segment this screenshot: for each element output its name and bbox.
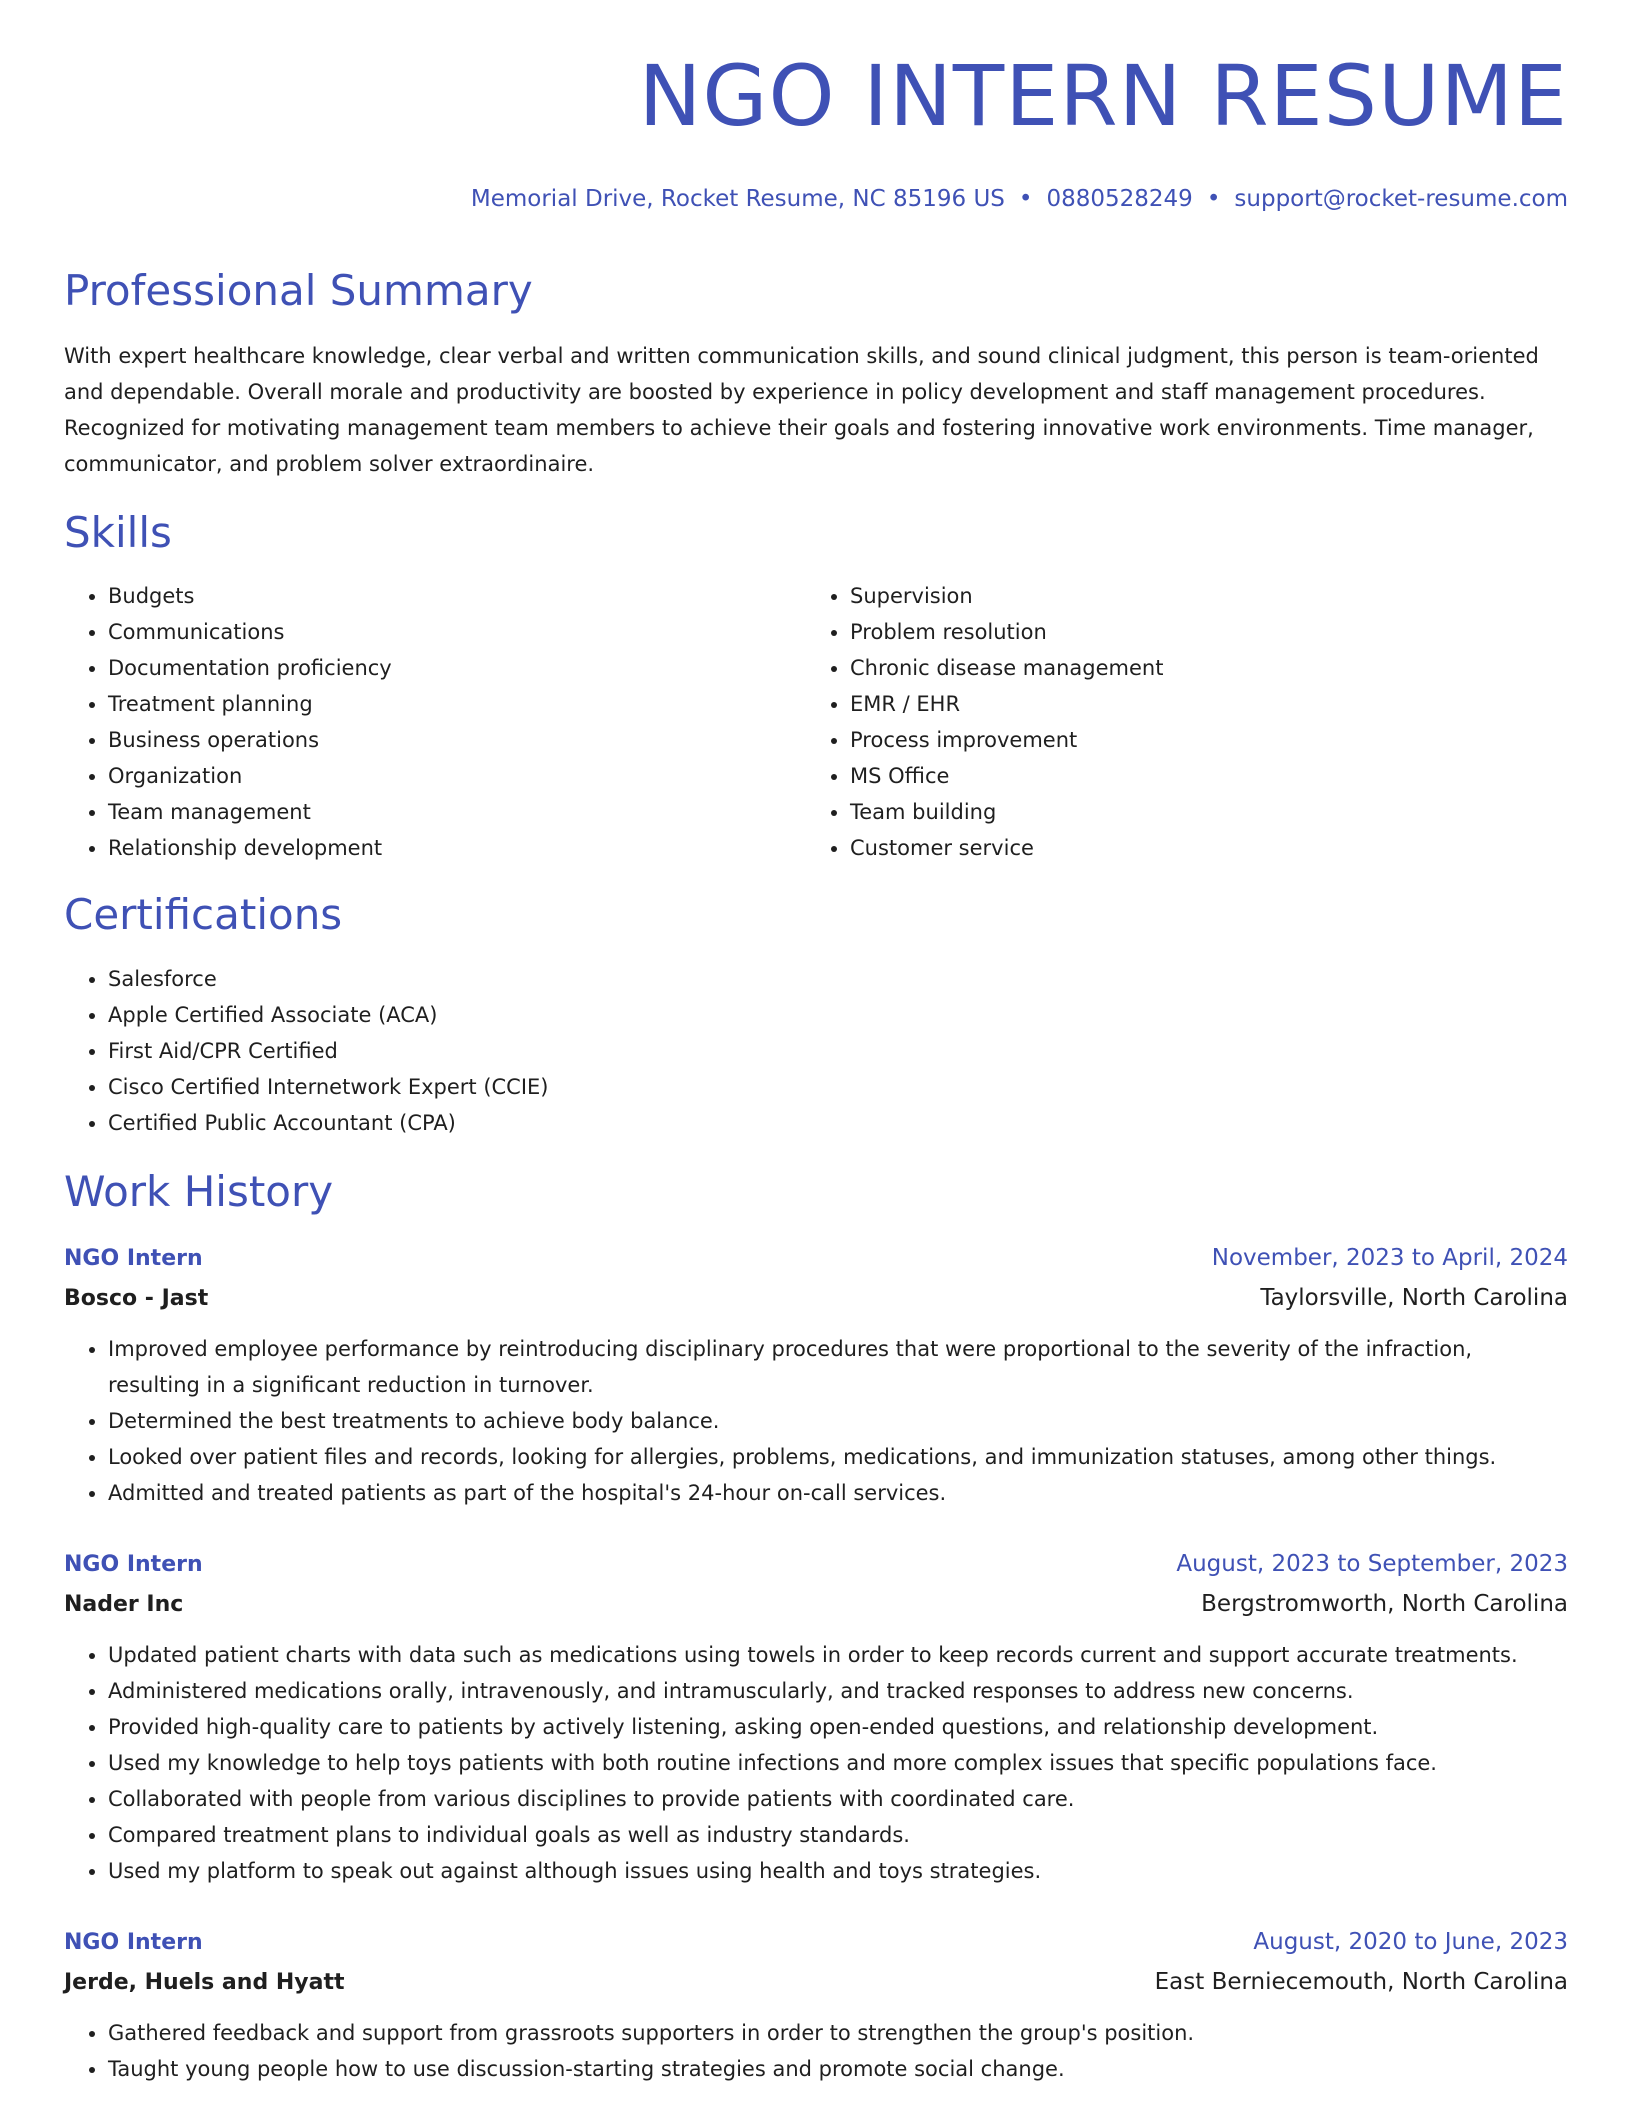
skill-item: • Treatment planning xyxy=(108,686,806,722)
skill-item: • Communications xyxy=(108,614,806,650)
skill-item: • Team management xyxy=(108,794,806,830)
job-location: East Berniecemouth, North Carolina xyxy=(1154,1969,1568,1996)
skill-item: • EMR / EHR xyxy=(850,686,1548,722)
skills-section xyxy=(64,508,1568,866)
job-bullet-list xyxy=(64,1331,1568,1511)
job-company: Nader Inc xyxy=(64,1592,184,1618)
job-bullet: • Used my knowledge to help toys patients with both routine infections and more complex issues that specific populations face. xyxy=(108,1745,1568,1781)
certifications-section xyxy=(64,890,1568,1140)
certification-item: • Cisco Certified Internetwork Expert (CCIE) xyxy=(108,1069,1568,1105)
job-bullet: • Compared treatment plans to individual goals as well as industry standards. xyxy=(108,1817,1568,1853)
contact-email: support@rocket-resume.com xyxy=(1234,186,1568,212)
job-entry xyxy=(64,1545,1568,1889)
contact-separator: • xyxy=(1206,186,1221,212)
summary-text: With expert healthcare knowledge, clear verbal and written communication skills, and sound clinical judgment, this person is team-oriented and dependable. Overall morale and productivity are boosted by experience in policy development and staff management procedures. Recognized for motivating management team members to achieve their goals and fostering innovative work environments. Time manager, communicator, and problem solver extraordinaire. xyxy=(64,343,1539,476)
work-history-heading: Work History xyxy=(64,1166,334,1216)
skills-column-left xyxy=(64,578,806,866)
certification-item: • First Aid/CPR Certified xyxy=(108,1033,1568,1069)
job-company: Bosco - Jast xyxy=(64,1286,209,1312)
job-bullet: • Collaborated with people from various disciplines to provide patients with coordinated care. xyxy=(108,1781,1568,1817)
job-company-row xyxy=(64,1584,1568,1625)
skill-item: • Supervision xyxy=(850,578,1548,614)
job-bullet: • Used my platform to speak out against although issues using health and toys strategies. xyxy=(108,1853,1568,1889)
skill-item: • Team building xyxy=(850,794,1548,830)
job-bullet: • Provided high-quality care to patients by actively listening, asking open-ended questions, and relationship development. xyxy=(108,1709,1568,1745)
job-company-row xyxy=(64,1962,1568,2003)
job-dates: November, 2023 to April, 2024 xyxy=(1211,1245,1568,1272)
skill-item: • Process improvement xyxy=(850,722,1548,758)
certifications-heading: Certifications xyxy=(64,890,343,940)
skills-list-left xyxy=(64,578,806,866)
job-dates: August, 2023 to September, 2023 xyxy=(1176,1551,1568,1578)
skill-item: • Documentation proficiency xyxy=(108,650,806,686)
job-entry xyxy=(64,1923,1568,2087)
skill-item: • Customer service xyxy=(850,830,1548,866)
job-bullet: • Improved employee performance by reintroducing disciplinary procedures that were proportional to the severity of the infraction, resulting in a significant reduction in turnover. xyxy=(108,1331,1568,1403)
job-bullet: • Looked over patient files and records, looking for allergies, problems, medications, and immunization statuses, among other things. xyxy=(108,1439,1568,1475)
job-bullet-list xyxy=(64,1637,1568,1889)
skills-list-right xyxy=(806,578,1548,866)
summary-heading: Professional Summary xyxy=(64,265,533,315)
job-location: Taylorsville, North Carolina xyxy=(1260,1285,1568,1312)
job-company-row xyxy=(64,1278,1568,1319)
job-bullet: • Admitted and treated patients as part of the hospital's 24-hour on-call services. xyxy=(108,1475,1568,1511)
job-dates: August, 2020 to June, 2023 xyxy=(1253,1929,1568,1956)
job-entry xyxy=(64,1239,1568,1511)
job-title-row xyxy=(64,1545,1568,1584)
work-history-section xyxy=(64,1167,1568,2087)
job-bullet: • Determined the best treatments to achieve body balance. xyxy=(108,1403,1568,1439)
skill-item: • Chronic disease management xyxy=(850,650,1548,686)
skill-item: • Organization xyxy=(108,758,806,794)
job-title-row xyxy=(64,1923,1568,1962)
job-bullet: • Taught young people how to use discussion-starting strategies and promote social change. xyxy=(108,2051,1568,2087)
contact-separator: • xyxy=(1018,186,1033,212)
skill-item: • MS Office xyxy=(850,758,1548,794)
job-bullet-list xyxy=(64,2015,1568,2087)
certification-item: • Apple Certified Associate (ACA) xyxy=(108,997,1568,1033)
contact-address: Memorial Drive, Rocket Resume, NC 85196 US xyxy=(470,186,1005,212)
skills-heading: Skills xyxy=(64,507,172,557)
job-title: NGO Intern xyxy=(64,1246,203,1272)
professional-summary-section xyxy=(64,266,1568,482)
skill-item: • Relationship development xyxy=(108,830,806,866)
contact-line xyxy=(64,186,1568,214)
job-title-row xyxy=(64,1239,1568,1278)
job-bullet: • Updated patient charts with data such as medications using towels in order to keep records current and support accurate treatments. xyxy=(108,1637,1568,1673)
skill-item: • Budgets xyxy=(108,578,806,614)
skills-grid xyxy=(64,578,1568,866)
skills-column-right xyxy=(806,578,1548,866)
certification-item: • Salesforce xyxy=(108,961,1568,997)
job-location: Bergstromworth, North Carolina xyxy=(1201,1591,1568,1618)
skill-item: • Business operations xyxy=(108,722,806,758)
resume-title: NGO INTERN RESUME xyxy=(638,47,1568,145)
job-title: NGO Intern xyxy=(64,1552,203,1578)
contact-phone: 0880528249 xyxy=(1046,186,1193,212)
job-bullet: • Administered medications orally, intravenously, and intramuscularly, and tracked responses to address new concerns. xyxy=(108,1673,1568,1709)
resume-header xyxy=(64,0,1568,214)
job-company: Jerde, Huels and Hyatt xyxy=(64,1970,345,1996)
skill-item: • Problem resolution xyxy=(850,614,1548,650)
certification-item: • Certified Public Accountant (CPA) xyxy=(108,1105,1568,1141)
job-title: NGO Intern xyxy=(64,1930,203,1956)
certifications-list xyxy=(64,961,1568,1141)
job-bullet: • Gathered feedback and support from grassroots supporters in order to strengthen the group's position. xyxy=(108,2015,1568,2051)
